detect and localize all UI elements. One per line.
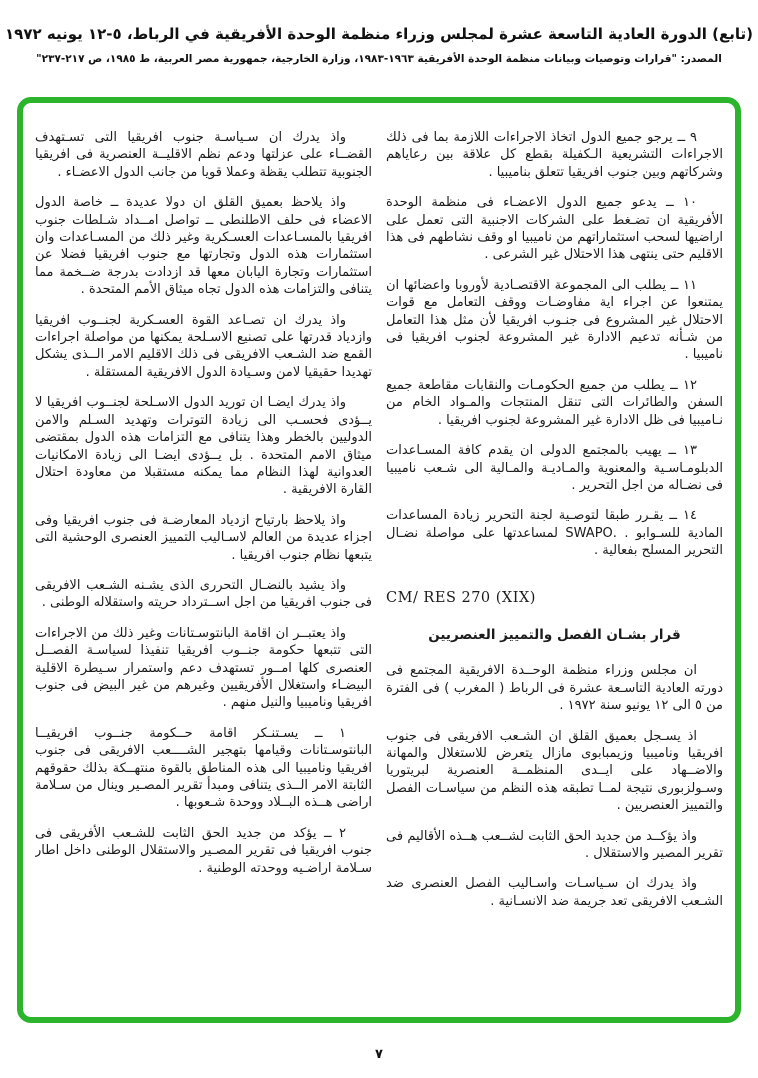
paragraph: ١ ــ يسـتنـكر اقامة حــكومة جنــوب افريقيــا البانتوسـتانات وقيامها بتهجير الشــــعب الافريقى فى جنوب افريقيا وناميبيا الى هذه المناطق بالقوة منتهــكة بذلك حقوقهم الثابتة الامر الــذى يتنافى ومبدأ تقرير المصـير وينال من سـلامة اراضى هــذه البــلاد ووحدة شـعوبها .: [35, 725, 372, 811]
paragraph: واذ يلاحظ بعميق القلق ان دولا عديدة ــ خاصة الدول الاعضاء فى حلف الاطلنطى ــ تواصل امــداد شـلطات جنوب افريقيا بالمسـاعدات العسـكرية وغير ذلك من المسـاعدات وان استثمارات هذه الدول وتجارتها مع جنوب افريقيا فضلا عن استثمارات وتجارة اليابان معها قد ازدادت بدرجة ضــخمة مما يتنافى والتزامات هذه الدول تجاه ميثاق الأمم المتحدة .: [35, 195, 372, 298]
paragraph: واذ يشيد بالنضـال التحررى الذى يشـنه الشـعب الافريقى فى جنوب افريقيا من اجل اســترداد حريته واستقلاله الوطنى .: [35, 577, 372, 611]
paragraph: اذ يسـجل بعميق القلق ان الشـعب الافريقى فى جنوب افريقيا وناميبيا وزيمبابوى مازال يتعرض للاستغلال والمهانة والاضــهاد على ايــدى المنظمــة العنصرية لبريتوريا وسـولزبورى نتيجة لمــا تطبقه هذه النظم من سياسـات الفصل والتمييز العنصريين .: [386, 728, 723, 814]
paragraph: ٢ ــ يؤكد من جديد الحق الثابت للشـعب الأفريقى فى جنوب افريقيا فى تقرير المصـير والاستقلال الوطنى داخل اطار سـلامة اراضـيه ووحدته الوطنية .: [35, 825, 372, 876]
column-left: [35, 129, 372, 1009]
paragraph: واذ يدرك ان سـياسـة جنوب افريقيا التى تسـتهدف القضــاء على عزلتها ودعم نظم الاقليــة العنصرية فى افريقيا الجنوبية تتطلب يقظة وعملا قويا من جانب الدول الاعضـاء .: [35, 130, 372, 180]
paragraph: ١٣ ــ يهيب بالمجتمع الدولى ان يقدم كافة المسـاعدات الدبلومـاسـية والمعنوية والمـاديـة والمـالية الى شـعب ناميبيا فى نضـاله من اجل التحرير .: [386, 443, 723, 493]
paragraph: واذ يدرك ان تصـاعد القوة العسـكرية لجنــوب افريقيا وازدياد قدرتها على تصنيع الاسـلحة يمكنها من مواصلة اجراءات القمع ضد الشـعب الافريقى فى ذلك الاقليم الامر الــذى يشكل تهديدا حقيقيا لامن وسـيادة الدول الافريقية المستقلة .: [35, 312, 372, 380]
two-column-layout: [35, 129, 723, 1009]
paragraph: واذ يلاحظ بارتياح ازدياد المعارضـة فى جنوب افريقيا وفى اجزاء عديدة من العالم لاسـاليب التمييز العنصرى الوحشية التى يتبعها نظام جنوب افريقيا .: [35, 512, 372, 563]
paragraph: واذ يدرك ايضـا ان توريد الدول الاسـلحة لجنــوب افريقيا لا يــؤدى فحسـب الى زيادة التوترات وتهديد السـلم والامن الدوليين بالخطر وهذا يتنافى مع التزامات هذه الدول بمقتضى ميثاق الامم المتحدة . بل يــؤدى ايضـا الى زيادة الامكانيات العدوانية لهذا النظام مما يمكنه مستقبلا من معاودة احتلال القارة الافريقية .: [35, 395, 372, 498]
content-frame: [17, 97, 741, 1023]
document-title: (تابع) الدورة العادية التاسعة عشرة لمجلس وزراء منظمة الوحدة الأفريقية في الرباط، ٥-١٢ يونيه ١٩٧٢: [5, 25, 753, 43]
column-right: [386, 129, 723, 1009]
paragraph: ١٤ ــ يقـرر طبقا لتوصـية لجنة التحرير زيادة المساعدات المادية للسـوابو . .SWAPO لمساعدتها على مواصلة نضـال التحرير المسلح بفعالية .: [386, 508, 723, 559]
paragraph: ١٢ ــ يطلب من جميع الحكومـات والنقابات مقاطعة جميع السفن والطائرات التى تنقل المنتجات والمـواد الخام من نـاميبيا فى ظل الادارة غير المشروعة لجنوب افريقيا .: [386, 377, 723, 428]
paragraph: ان مجلس وزراء منظمة الوحــدة الافريقية المجتمع فى دورته العادية التاسـعة عشرة فى الرباط ( المغرب ) فى الفترة من ٥ الى ١٢ يونيو سنة ١٩٧٢ .: [386, 663, 723, 714]
paragraph: ٩ ــ يرجو جميع الدول اتخاذ الاجراءات اللازمة بما فى ذلك الاجراءات التشريعية الـكفيلة بقطع كل علاقة بين رعاياهم وشركاتهم وبين جنوب افريقيا تتعلق بناميبيا .: [386, 130, 723, 180]
paragraph: واذ يعتبــر ان اقامة البانتوسـتانات وغير ذلك من الاجراءات التى تتبعها حكومة جنــوب افريقيا تنفيذا لسياسـة الفصــل العنصرى كلها امــور تستهدف دعم واستمرار سـيطرة الاقلية البيضـاء واستغلال الأفريقيين وغيرهم من غير البيض فى جنوب افريقيا وناميبيا والنيل منهم .: [35, 625, 372, 711]
page-number: ٧: [375, 1047, 383, 1062]
paragraph: ١٠ ــ يدعو جميع الدول الاعضـاء فى منظمة الوحدة الأفريقية ان تضـغط على الشركات الاجنبية التى تعمل على اراضيها لسحب استثماراتهم من ناميبيا او وقف نشاطهم فى هذا الاقليم حتى ينتهى هذا الاحتلال غير الشرعى .: [386, 195, 723, 263]
paragraph: واذ يدرك ان سـياسـات واسـاليب الفصل العنصرى ضد الشـعب الافريقى تعد جريمة ضد الانسـانية .: [386, 876, 723, 909]
document-header: [0, 0, 758, 65]
resolution-title: قرار بشـان الفصل والتمييز العنصريين: [428, 626, 681, 643]
paragraph: ١١ ــ يطلب الى المجموعة الاقتصـادية لأوروبا واعضائها ان يمتنعوا عن اجراء اية مفاوضـات ووقف التعامل مع قوات الاحتلال غير المشروع فى جنـوب افريقيا لأن مثل هذا التعامل من شـأنه تدعيم الادارة غير المشروعة لجنوب افريقيا فى ناميبيا .: [386, 277, 723, 363]
resolution-reference: CM/ RES 270 (XIX): [386, 589, 536, 606]
document-source-line: المصدر: "قرارات وتوصيات وبيانات منظمة الوحدة الأفريقية ١٩٦٣-١٩٨٣، وزارة الخارجية، جمهورية مصر العربية، ط ١٩٨٥، ص ٢١٧-٢٣٧": [36, 53, 722, 65]
paragraph: واذ يؤكــد من جديد الحق الثابت لشــعب هــذه الأقاليم فى تقرير المصير والاستقلال .: [386, 828, 723, 861]
